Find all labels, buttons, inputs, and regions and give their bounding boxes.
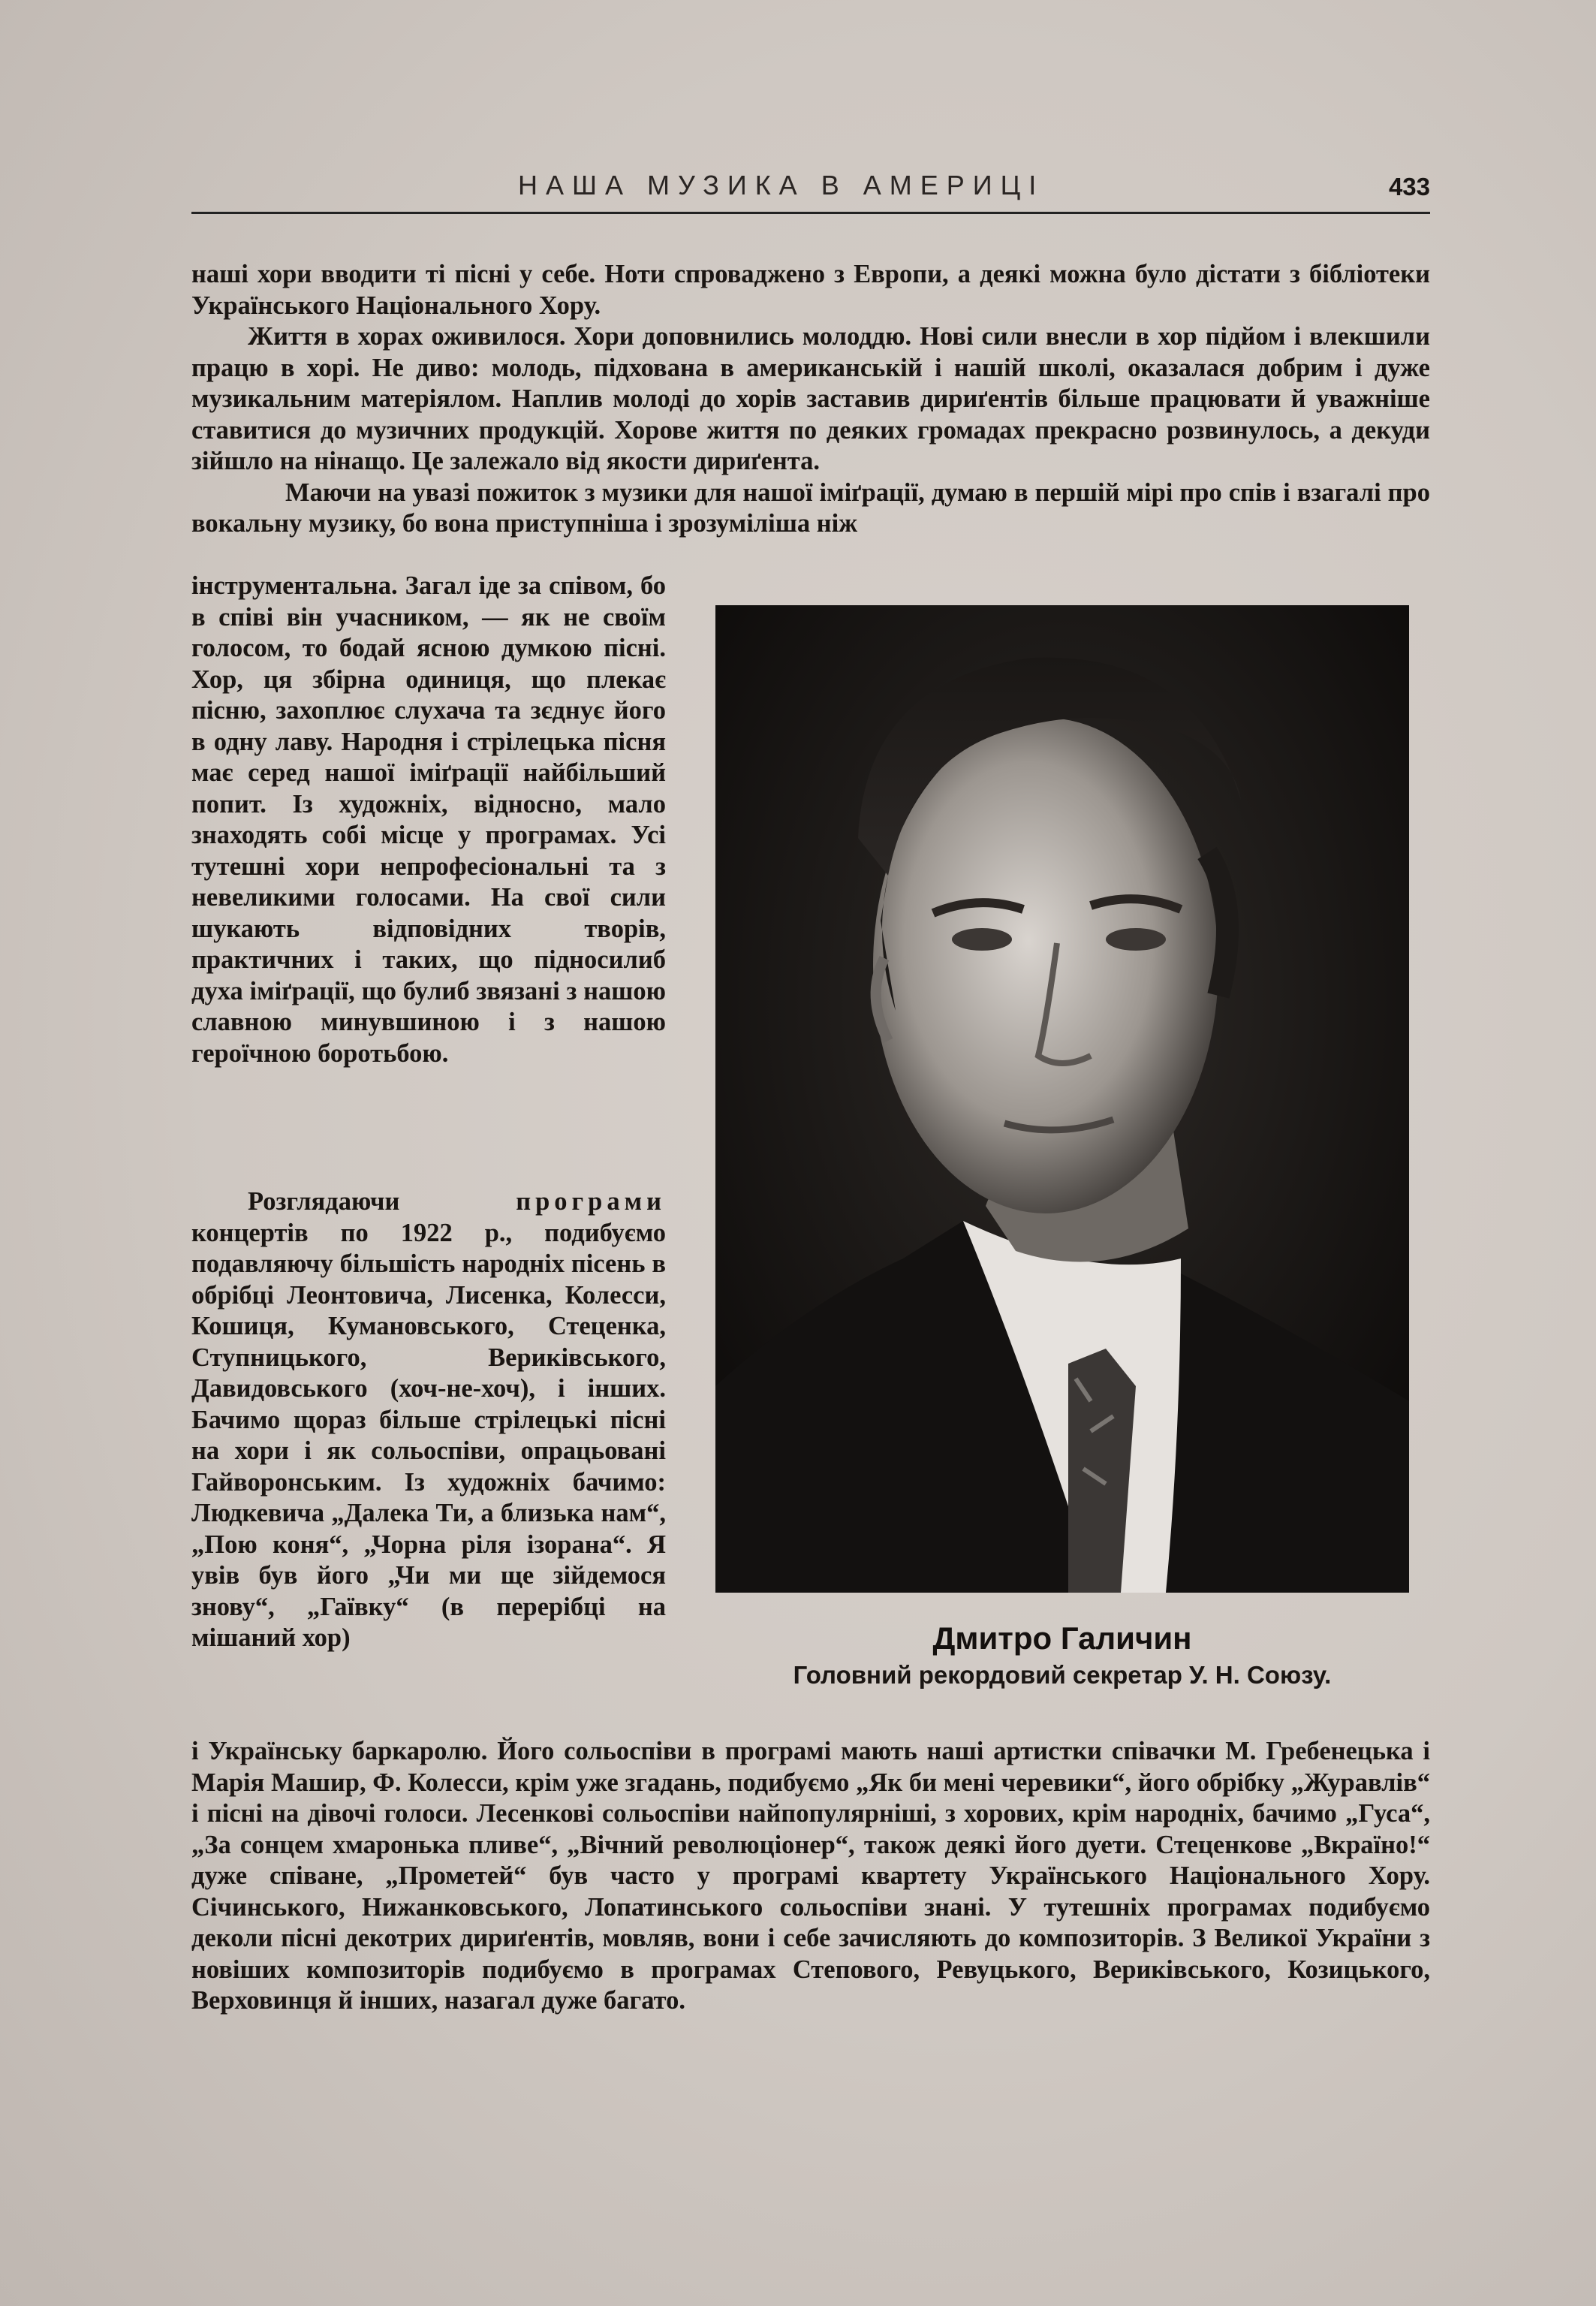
running-title: НАША МУЗИКА В АМЕРИЦІ (518, 170, 1045, 200)
paragraph-4-spaced-word: програми (516, 1187, 666, 1216)
paragraph-1: наші хори вводити ті пісні у себе. Ноти спроваджено з Европи, а деякі можна було дістати з бібліотеки Українського Національного Хору. (191, 260, 1430, 320)
paragraph-2: Життя в хорах оживилося. Хори доповнились молоддю. Нові сили внесли в хор підйом і влекшили працю в хорі. Не диво: молодь, підхована в американській і нашій школі, оказалася добрим і дуже музикальним матеріялом. Наплив молоді до хорів заставив дириґентів більше працювати й уважніше ставитися до музичних продукцій. Хорове життя по деяких громадах прекрасно розвинулось, а декуди зійшло на нінащо. Це залежало від якости дириґента. (191, 322, 1430, 475)
running-header (191, 167, 1430, 214)
left-column-text-2 (191, 1186, 666, 1654)
paragraph-4 (191, 1186, 666, 1654)
paragraph-4-start: Розглядаючи (248, 1187, 400, 1216)
top-text-block (191, 259, 1430, 540)
photo-caption-title: Головний рекордовий секретар У. Н. Союзу. (793, 1661, 1332, 1689)
portrait-photo (715, 605, 1409, 1593)
bottom-text-block (191, 1736, 1430, 2017)
left-column-text (191, 571, 666, 1069)
paragraph-3: Маючи на увазі пожиток з музики для нашої іміґрації, думаю в першій мірі про спів і взагалі про вокальну музику, бо вона приступніша і зрозуміліша ніж (191, 478, 1430, 538)
portrait-illustration (715, 605, 1409, 1593)
paragraph-3-continued: інструментальна. Загал іде за співом, бо в співі він учасником, — як не своїм голосом, то бодай ясною думкою пісні. Хор, ця збірна одиниця, що плекає пісню, захоплює слухача та зєднує його в одну лаву. Народня і стрілецька пісня має серед нашої іміґрації найбільший попит. Із художніх, відносно, мало знаходять собі місце у програмах. Усі тутешні хори непрофесіональні та з невеликими голосами. На свої сили шукають відповідних творів, практичних і таких, що підносилиб духа іміґрації, що булиб звязані з нашою славною минувшиною і з нашою героїчною боротьбою. (191, 571, 666, 1068)
photo-caption-name: Дмитро Галичин (932, 1620, 1192, 1656)
paragraph-4-rest: концертів по 1922 р., подибуємо подавляючу більшість народніх пісень в обрібці Леонтовича, Лисенка, Колесси, Кошиця, Кумановського, Стеценка, Ступницького, Вериківського, Давидовського (хоч-не-хоч), і інших. Бачимо щораз більше стрілецькі пісні на хори і як сольоспіви, опрацьовані Гайворонським. Із художніх бачимо: Людкевича „Далека Ти, а близька нам“, „Пою коня“, „Чорна ріля ізорана“. Я увів був його „Чи ми ще зійдемося знову“, „Гаївку“ (в перерібці на мішаний хор) (191, 1218, 666, 1652)
paragraph-5: і Українську баркаролю. Його сольоспіви в програмі мають наші артистки співачки М. Гребенецька і Марія Машир, Ф. Колесси, крім уже згадань, подибуємо „Як би мені черевики“, його обрібку „Журавлів“ і пісні на дівочі голоси. Лесенкові сольоспіви найпопулярніші, з хорових, крім народніх, бачимо „Гуса“, „За сонцем хмаронька пливе“, „Вічний революціонер“, також деякі його дуети. Стеценкове „Вкраїно!“ дуже співане, „Прометей“ був часто у програмі квартету Українського Національного Хору. Січинського, Нижанковського, Лопатинського сольоспіви знані. У тутешніх програмах подибуємо деколи пісні декотрих дириґентів, мовляв, вони і себе зачисляють до композиторів. З Великої України з новіших композиторів подибуємо в програмах Степового, Ревуцького, Вериківського, Козицького, Верховинця й інших, назагал дуже багато. (191, 1737, 1430, 2015)
page-number: 433 (1388, 173, 1430, 200)
